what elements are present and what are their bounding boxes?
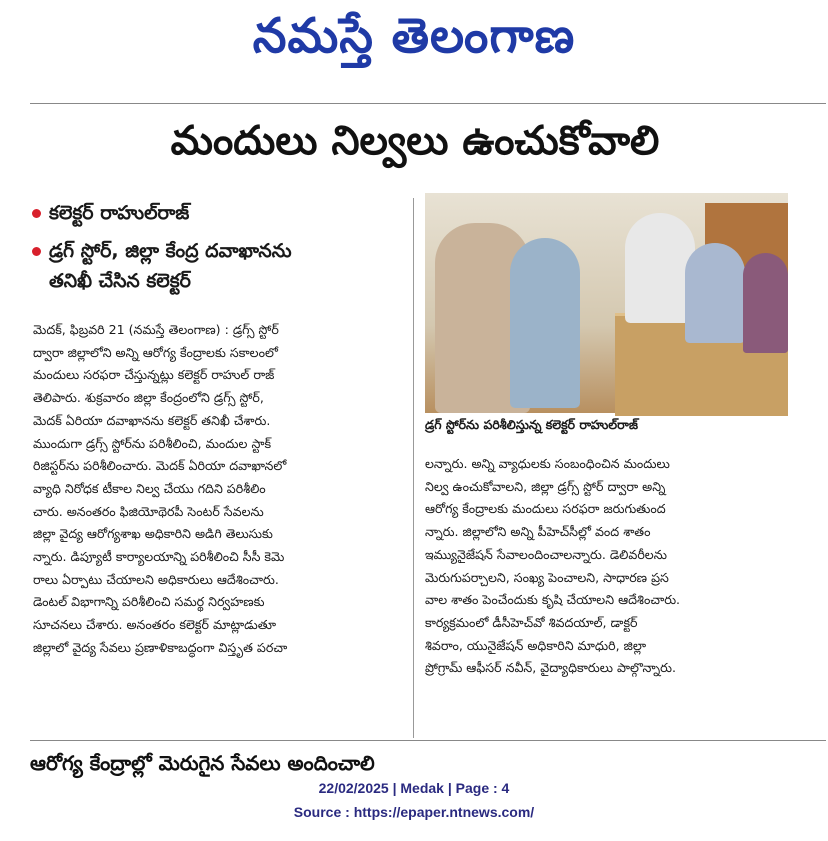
- article-headline: మందులు నిల్వలు ఉంచుకోవాలి: [170, 118, 660, 164]
- text-line: మెదక్ ఏరియా దవాఖానను కలెక్టర్ తనిఖీ చేశారు.: [33, 412, 271, 428]
- text-line: శివరాం, యునైజేషన్ అధికారిని మాధురి, జిల్లా: [425, 637, 647, 653]
- bullet-icon: [32, 209, 41, 218]
- text-line: తెలిపారు. శుక్రవారం జిల్లా కేంద్రంలోని డ్రగ్స్ స్టోర్,: [33, 390, 264, 406]
- article-bottom-divider: [30, 740, 826, 741]
- footer-source-link[interactable]: Source : https://epaper.ntnews.com/: [293, 804, 535, 820]
- newspaper-masthead: నమస్తే తెలంగాణ: [252, 8, 576, 64]
- text-line: ముందుగా డ్రగ్స్ స్టోర్‌ను పరిశీలించి, మందుల స్టాక్: [33, 435, 272, 451]
- text-line: మెదక్, ఫిబ్రవరి 21 (నమస్తే తెలంగాణ) : డ్రగ్స్ స్టోర్: [33, 322, 279, 337]
- text-line: ఆరోగ్య కేంద్రాలకు మందులు సరఫరా జరుగుతుంద: [425, 501, 666, 517]
- highlights: [32, 200, 422, 297]
- text-line: రిజిస్టర్‌ను పరిశీలించారు. మెదక్ ఏరియా దవాఖానలో: [33, 458, 287, 474]
- text-line: కార్యక్రమంలో డీసీహెచ్‌వో శివదయాల్, డాక్టర్: [425, 614, 638, 630]
- text-line: వాల శాతం పెంచేందుకు కృషి చేయాలని ఆదేశించారు.: [425, 592, 681, 608]
- text-line: మందులు సరఫరా చేస్తున్నట్లు కలెక్టర్ రాహుల్ రాజ్: [33, 367, 275, 383]
- photo-person: [685, 243, 745, 343]
- masthead-divider: [30, 103, 826, 104]
- bullet-icon: [32, 247, 41, 256]
- text-line: న్నారు. డిప్యూటీ కార్యాలయాన్ని పరిశీలించి సీసీ కెమె: [33, 549, 285, 565]
- photo-caption: డ్రగ్ స్టోర్‌ను పరిశీలిస్తున్న కలెక్టర్ రాహుల్‌రాజ్: [425, 417, 639, 432]
- text-line: ప్రోగ్రామ్ ఆఫీసర్ నవీన్, వైద్యాధికారులు పాల్గొన్నారు.: [425, 660, 676, 676]
- text-line: నిల్వ ఉంచుకోవాలని, జిల్లా డ్రగ్స్ స్టోర్ ద్వారా అన్ని: [425, 478, 666, 494]
- text-line: ఇమ్యునైజేషన్ సేవాలందించాలన్నారు. డెలివరీలను: [425, 546, 667, 562]
- text-line: చారు. అనంతరం ఫిజియోథెరపీ సెంటర్ సేవలను: [33, 503, 264, 519]
- text-line: ద్వారా జిల్లాలోని అన్ని ఆరోగ్య కేంద్రాలకు సకాలంలో: [33, 344, 278, 360]
- article-column-right: [425, 453, 790, 680]
- highlight-item: కలెక్టర్ రాహుల్‌రాజ్: [32, 200, 422, 226]
- text-line: వ్యాధి నిరోధక టీకాల నిల్వ చేయు గదిని పరిశీలిం: [33, 480, 266, 496]
- text-line: న్నారు. జిల్లాలోని అన్ని పీహెచ్‌సీల్లో వంద శాతం: [425, 524, 651, 540]
- text-line: రాలు ఏర్పాటు చేయాలని అధికారులు ఆదేశించారు.: [33, 571, 279, 587]
- article-column-left: [33, 319, 405, 660]
- footer-meta: 22/02/2025 | Medak | Page : 4: [318, 780, 510, 796]
- highlight-item: డ్రగ్ స్టోర్, జిల్లా కేంద్ర దవాఖానను: [32, 238, 422, 264]
- photo-person: [510, 238, 580, 408]
- article-photo: [425, 193, 788, 413]
- column-divider: [413, 198, 414, 738]
- text-line: జిల్లా వైద్య ఆరోగ్యశాఖ అధికారిని అడిగి తెలుసుకు: [33, 526, 273, 542]
- highlight-continuation: తనిఖీ చేసిన కలెక్టర్: [49, 270, 191, 292]
- photo-person: [743, 253, 788, 353]
- text-line: మెరుగుపర్చాలని, సంఖ్య పెంచాలని, సాధారణ ప్రస: [425, 569, 669, 585]
- text-line: డెంటల్ విభాగాన్ని పరిశీలించి సమర్థ నిర్వహణకు: [33, 594, 265, 610]
- text-line: సూచనలు చేశారు. అనంతరం కలెక్టర్ మాట్లాడుతూ: [33, 617, 276, 633]
- next-article-headline-fragment: ఆరోగ్య కేంద్రాల్లో మెరుగైన సేవలు అందించాలి: [30, 751, 375, 775]
- text-line: జిల్లాలో వైద్య సేవలు ప్రణాళికాబద్ధంగా విస్తృత పరచా: [33, 639, 288, 655]
- text-line: లన్నారు. అన్ని వ్యాధులకు సంబంధించిన మందులు: [425, 456, 670, 471]
